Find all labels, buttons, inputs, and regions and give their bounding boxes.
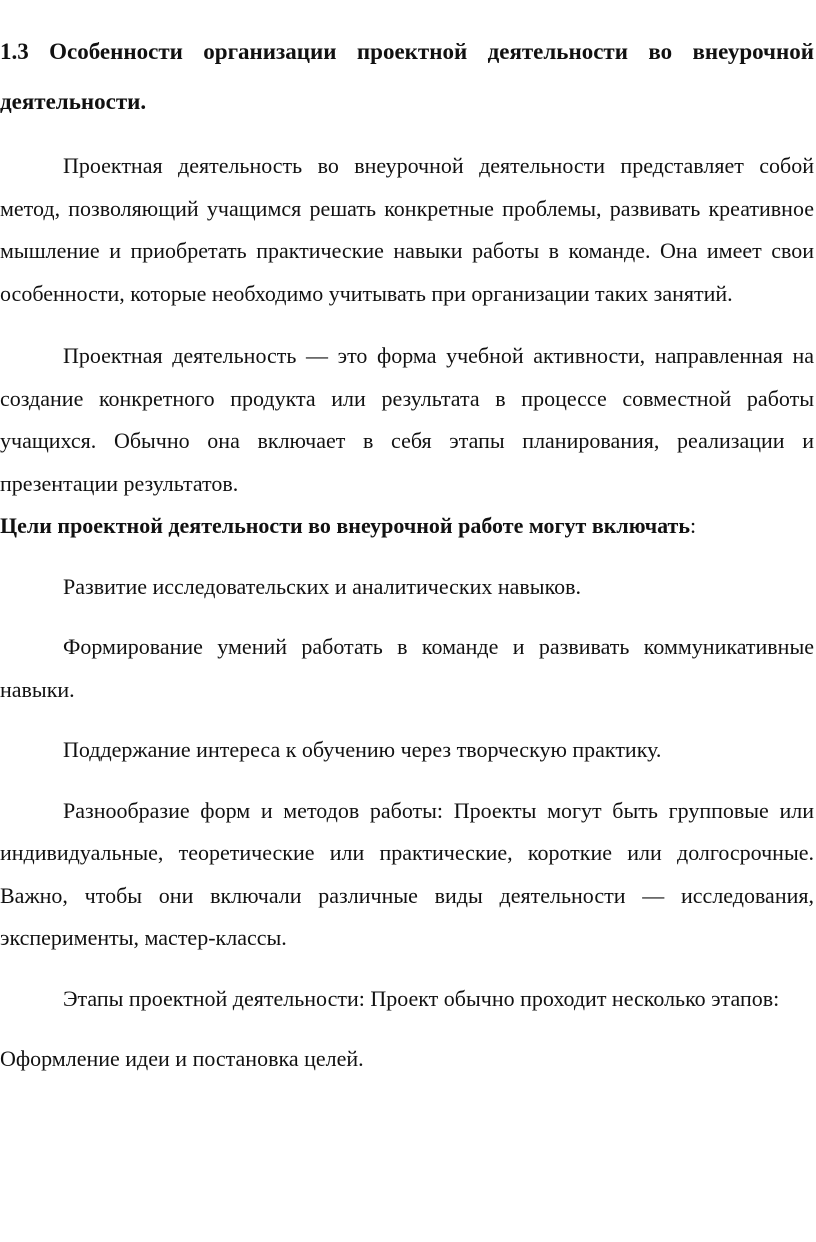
stages-paragraph: Этапы проектной деятельности: Проект обычно проходит несколько этапов: xyxy=(63,985,780,1011)
section-heading: 1.3 Особенности организации проектной деятельности во внеурочной деятельности. xyxy=(0,39,814,114)
goals-colon: : xyxy=(689,513,697,538)
goal-item-1: Развитие исследовательских и аналитических навыков. xyxy=(63,573,582,599)
goals-title: Цели проектной деятельности во внеурочной работе могут включать xyxy=(0,513,690,538)
goals-subheading xyxy=(0,505,816,548)
definition-paragraph: Проектная деятельность — это форма учебной активности, направленная на создание конкретного продукта или результата в процессе совместной работы учащихся. Обычно она включает в себя этапы планирования, реализации и презентации результатов. xyxy=(0,343,814,496)
intro-paragraph: Проектная деятельность во внеурочной деятельности представляет собой метод, позволяющий учащимся решать конкретные проблемы, развивать креативное мышление и приобретать практические навыки работы в команде. Она имеет свои особенности, которые необходимо учитывать при организации таких занятий. xyxy=(0,153,814,306)
stage-item-1: Оформление идеи и постановка целей. xyxy=(0,1046,364,1071)
goal-item-3: Поддержание интереса к обучению через творческую практику. xyxy=(63,737,662,762)
goal-item-2: Формирование умений работать в команде и развивать коммуникативные навыки. xyxy=(0,634,814,702)
forms-paragraph: Разнообразие форм и методов работы: Проекты могут быть групповые или индивидуальные, теоретические или практические, короткие или долгосрочные. Важно, чтобы они включали различные виды деятельности — исследования, эксперименты, мастер-классы. xyxy=(0,797,814,950)
